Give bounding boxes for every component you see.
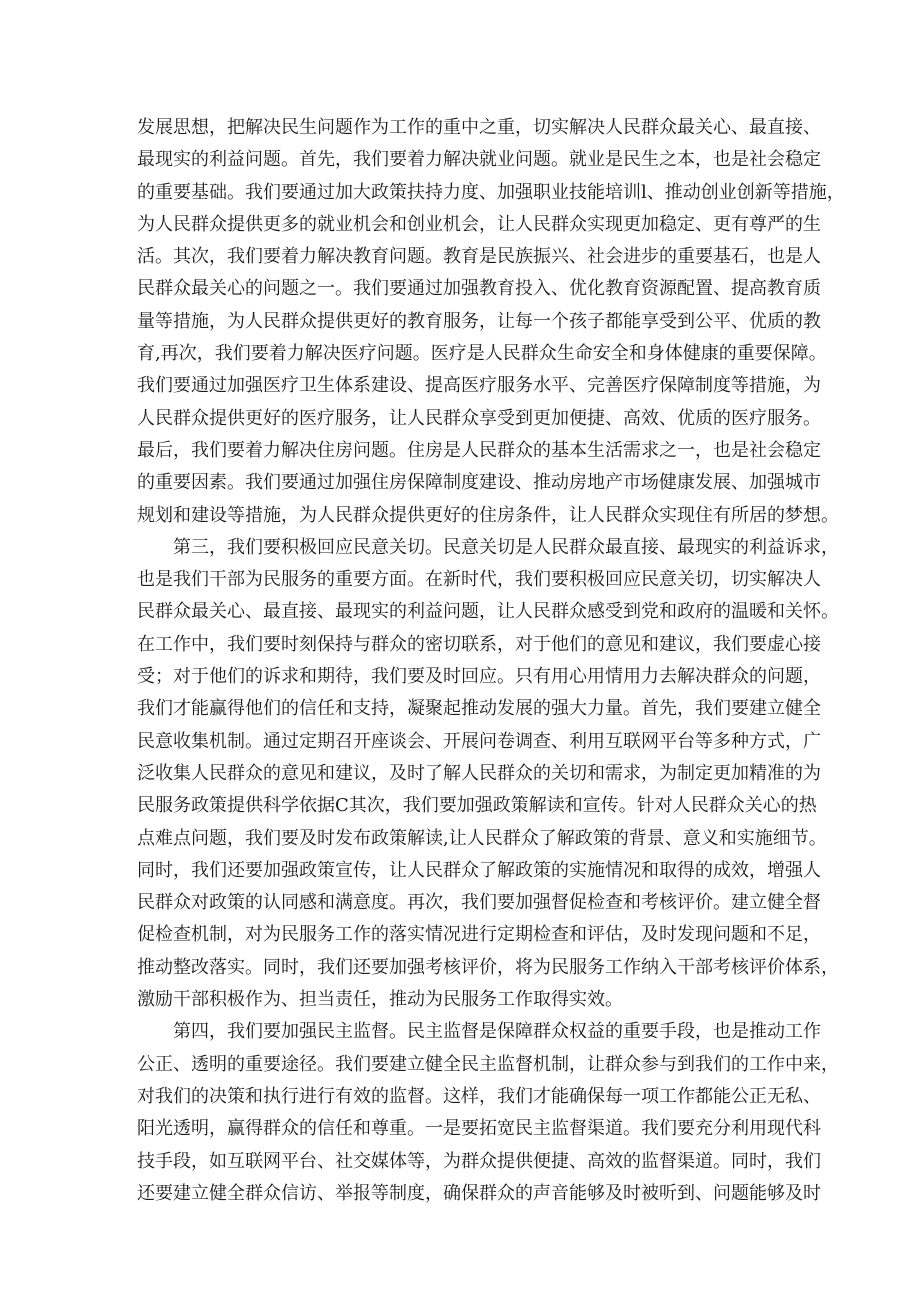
text-line: 推动整改落实。同时，我们还要加强考核评价，将为民服务工作纳入干部考核评价体系，	[137, 956, 839, 978]
text-line: 最后，我们要着力解决住房问题。住房是人民群众的基本生活需求之一，也是社会稳定	[137, 439, 821, 461]
text-line: 发展思想，把解决民生问题作为工作的重中之重，切实解决人民群众最关心、最直接、	[137, 117, 821, 138]
text-line: 民群众最关心、最直接、最现实的利益问题，让人民群众感受到党和政府的温暖和关怀。	[137, 601, 839, 623]
text-line: 同时，我们还要加强政策宣传，让人民群众了解政策的实施情况和取得的成效，增强人	[137, 859, 821, 881]
text-line: 民群众最关心的问题之一。我们要通过加强教育投入、优化教育资源配置、提高教育质	[137, 278, 821, 300]
text-line: 的重要基础。我们要通过加大政策扶持力度、加强职业技能培训l、推动创业创新等措施，	[137, 181, 845, 203]
text-line: 最现实的利益问题。首先，我们要着力解决就业问题。就业是民生之本，也是社会稳定	[137, 149, 821, 171]
text-line: 激励干部积极作为、担当责任，推动为民服务工作取得实效。	[137, 989, 623, 1011]
text-line: 受；对于他们的诉求和期待，我们要及时回应。只有用心用情用力去解决群众的问题，	[137, 666, 821, 688]
paragraph-1	[137, 112, 845, 532]
text-line: 促检查机制，对为民服务工作的落实情况进行定期检查和评估，及时发现问题和不足，	[137, 924, 821, 946]
text-line: 对我们的决策和执行进行有效的监督。这样，我们才能确保每一项工作都能公正无私、	[137, 1085, 821, 1107]
text-line: 也是我们干部为民服务的重要方面。在新时代，我们要积极回应民意关切，切实解决人	[137, 569, 821, 591]
text-line: 在工作中，我们要时刻保持与群众的密切联系，对于他们的意见和建议，我们要虚心接	[137, 633, 821, 655]
text-line: 活。其次，我们要着力解决教育问题。教育是民族振兴、社会进步的重要基石，也是人	[137, 246, 821, 268]
text-line: 第四，我们要加强民主监督。民主监督是保障群众权益的重要手段，也是推动工作	[173, 1021, 821, 1043]
text-line: 民意收集机制。通过定期召开座谈会、开展问卷调查、利用互联网平台等多种方式，广	[137, 730, 821, 752]
text-line: 人民群众提供更好的医疗服务，让人民群众享受到更加便捷、高效、优质的医疗服务。	[137, 407, 821, 429]
text-line: 量等措施，为人民群众提供更好的教育服务，让每一个孩子都能享受到公平、优质的教	[137, 310, 821, 332]
text-line: 阳光透明，赢得群众的信任和尊重。一是要拓宽民主监督渠道。我们要充分利用现代科	[137, 1118, 821, 1140]
text-line: 第三，我们要积极回应民意关切。民意关切是人民群众最直接、最现实的利益诉求，	[173, 536, 839, 558]
text-line: 规划和建设等措施，为人民群众提供更好的住房条件，让人民群众实现住有所居的梦想。	[137, 504, 839, 526]
document-body	[137, 112, 845, 1210]
paragraph-2	[137, 532, 839, 1016]
text-line: 还要建立健全群众信访、举报等制度，确保群众的声音能够及时被听到、问题能够及时	[137, 1182, 821, 1204]
text-line: 技手段，如互联网平台、社交媒体等，为群众提供便捷、高效的监督渠道。同时，我们	[137, 1150, 821, 1172]
text-line: 点难点问题，我们要及时发布政策解读,让人民群众了解政策的背景、意义和实施细节。	[137, 827, 827, 849]
text-line: 民群众对政策的认同感和满意度。再次，我们要加强督促检查和考核评价。建立健全督	[137, 892, 821, 914]
text-line: 为人民群众提供更多的就业机会和创业机会，让人民群众实现更加稳定、更有尊严的生	[137, 213, 821, 235]
paragraph-3	[137, 1016, 839, 1210]
text-line: 泛收集人民群众的意见和建议，及时了解人民群众的关切和需求，为制定更加精准的为	[137, 762, 821, 784]
text-line: 育,再次，我们要着力解决医疗问题。医疗是人民群众生命安全和身体健康的重要保障。	[137, 343, 827, 365]
text-line: 民服务政策提供科学依据C其次，我们要加强政策解读和宣传。针对人民群众关心的热	[137, 795, 817, 817]
text-line: 我们要通过加强医疗卫生体系建设、提高医疗服务水平、完善医疗保障制度等措施，为	[137, 375, 821, 397]
text-line: 公正、透明的重要途径。我们要建立健全民主监督机制，让群众参与到我们的工作中来，	[137, 1053, 839, 1075]
text-line: 我们才能赢得他们的信任和支持，凝聚起推动发展的强大力量。首先，我们要建立健全	[137, 698, 821, 720]
text-line: 的重要因素。我们要通过加强住房保障制度建设、推动房地产市场健康发展、加强城市	[137, 472, 821, 494]
